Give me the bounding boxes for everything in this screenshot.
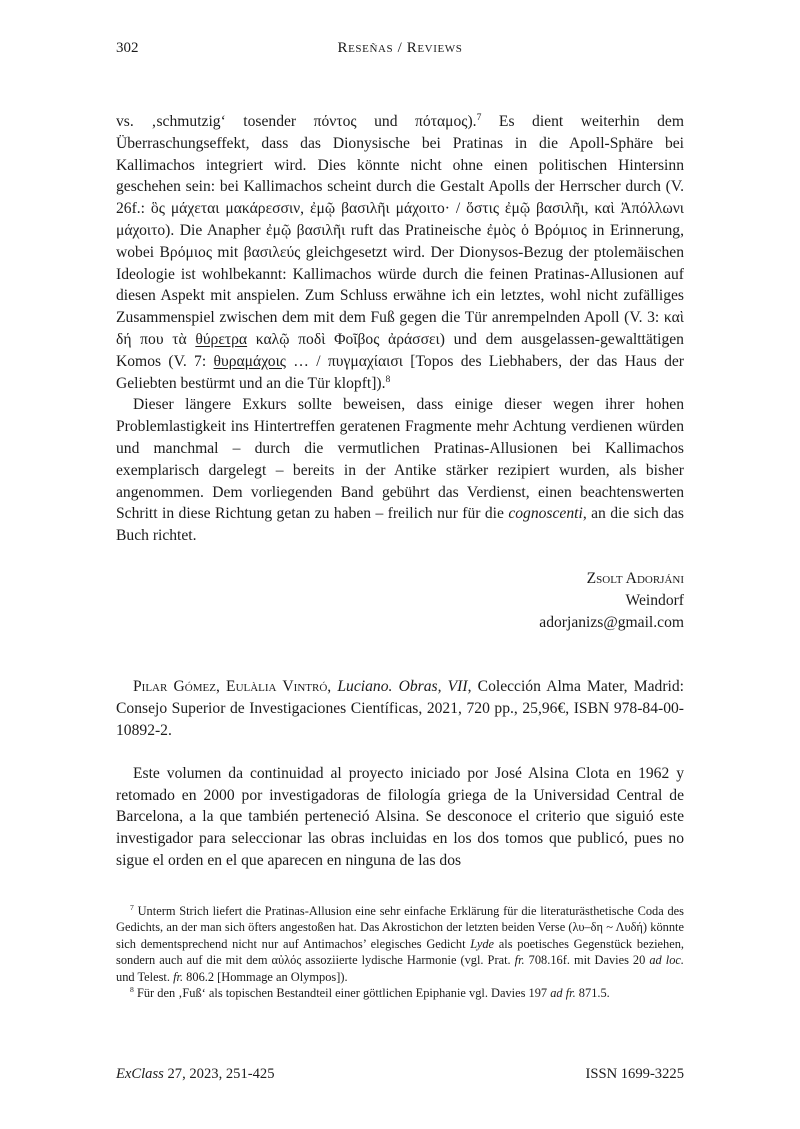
page-number: 302 (116, 40, 139, 56)
reviewer-email: adorjanizs@gmail.com (539, 613, 684, 631)
reviewer-name: Zsolt Adorjáni (586, 569, 684, 587)
reviewer-place: Weindorf (625, 591, 684, 609)
review-closing-paragraph: Dieser längere Exkurs sollte beweisen, dass einige dieser wegen ihrer hohen Problemlastigkeit ins Hintertreffen geratenen Fragmente mehr Achtung verdienen würden und manchmal – durch die vermutlichen Pratinas-Allusionen bei Kallimachos exemplarisch dargelegt – bereits in der Antike stärker rezipiert wurden, als bisher angenommen. Dem vorliegenden Band gebührt das Verdienst, einen beachtenswerten Schritt in diese Richtung getan zu haben – freilich nur für die cognoscenti, an die sich das Buch richtet. (116, 396, 684, 545)
running-header (116, 40, 684, 57)
footnotes-block (116, 903, 684, 1001)
journal-citation: ExClass 27, 2023, 251-425 (116, 1066, 275, 1082)
issn-number: ISSN 1699-3225 (585, 1066, 684, 1082)
page-footer (116, 1066, 684, 1083)
footnote-7: $^7$ Unterm Strich liefert die Pratinas-Allusion eine sehr einfache Erklärung für die literaturästhetische Coda des Gedichts, an der man sich öfters angestoßen hat. Das Akrostichon der letzten beiden Verse (λυ–δη ~ Λυδή) könnte sich dementsprechend nicht nur auf Antimachos’ elegisches Gedicht Lyde als poetisches Gegenstück beziehen, sondern auch auf die mit dem αὐλός assoziierte lydische Harmonie (vgl. Prat. fr. 708.16f. mit Davies 20 ad loc. und Telest. fr. 806.2 [Hommage an Olympos]). (116, 902, 684, 984)
review-heading: Pilar Gómez, Eulàlia Vintró, Luciano. Obras, VII, Colección Alma Mater, Madrid: Consejo Superior de Investigaciones Científicas, 2021, 720 pp., 25,96€, ISBN 978-84-00-10892-2. (116, 678, 684, 739)
signature-block (116, 568, 684, 633)
main-text (116, 111, 684, 872)
running-header-title: Reseñas / Reviews (337, 40, 463, 56)
review-paragraph-continued: vs. ‚schmutzig‘ tosender πόντος und πόταμος).$^7$ Es dient weiterhin dem Überraschungseffekt, dass das Dionysische bei Pratinas in die Apoll-Sphäre bei Kallimachos integriert wird. Dies könnte nicht ohne einen politischen Hintersinn geschehen sein: bei Kallimachos scheint durch die Gestalt Apolls der Herrscher durch (V. 26f.: ὃς μάχεται μακάρεσσιν, ἐμῷ βασιλῆι μάχοιτο· / ὅστις ἐμῷ βασιλῆι, καὶ Ἀπόλλωνι μάχοιτο). Die Anapher ἐμῷ βασιλῆι ruft das Pratineische ἐμὸς ὁ Βρόμιος in Erinnerung, wobei Βρόμιος mit βασιλεύς gleichgesetzt wird. Der Dionysos-Bezug der ptolemäischen Ideologie ist wohlbekannt: Kallimachos würde durch die feinen Pratinas-Allusionen auf diesen Aspekt mit anspielen. Zum Schluss erwähne ich ein letztes, wohl nicht zufälliges Zusammenspiel zwischen dem mit dem Fuß gegen die Tür anrempelnden Apoll (V. 3: καὶ δή που τὰ θύρετρα καλῷ ποδὶ Φοῖβος ἀράσσει) und dem ausgelassen-gewalttätigen Komos (V. 7: θυραμάχοις … / πυγμαχίαισι [Topos des Liebhabers, der das Haus der Geliebten bestürmt und an die Tür klopft]).$^8$ (116, 111, 684, 392)
footnote-8: $^8$ Für den ‚Fuß‘ als topischen Bestandteil einer göttlichen Epiphanie vgl. Davies 197 ad fr. 871.5. (130, 984, 610, 1001)
review-opening-paragraph: Este volumen da continuidad al proyecto iniciado por José Alsina Clota en 1962 y retomado en 2000 por investigadoras de filología griega de la Universidad Central de Barcelona, a la que también perteneció Alsina. Se desconoce el criterio que siguió este investigador para seleccionar las obras incluidas en los dos tomos que publicó, pues no sigue el orden en el que aparecen en ninguna de las dos (116, 764, 684, 869)
